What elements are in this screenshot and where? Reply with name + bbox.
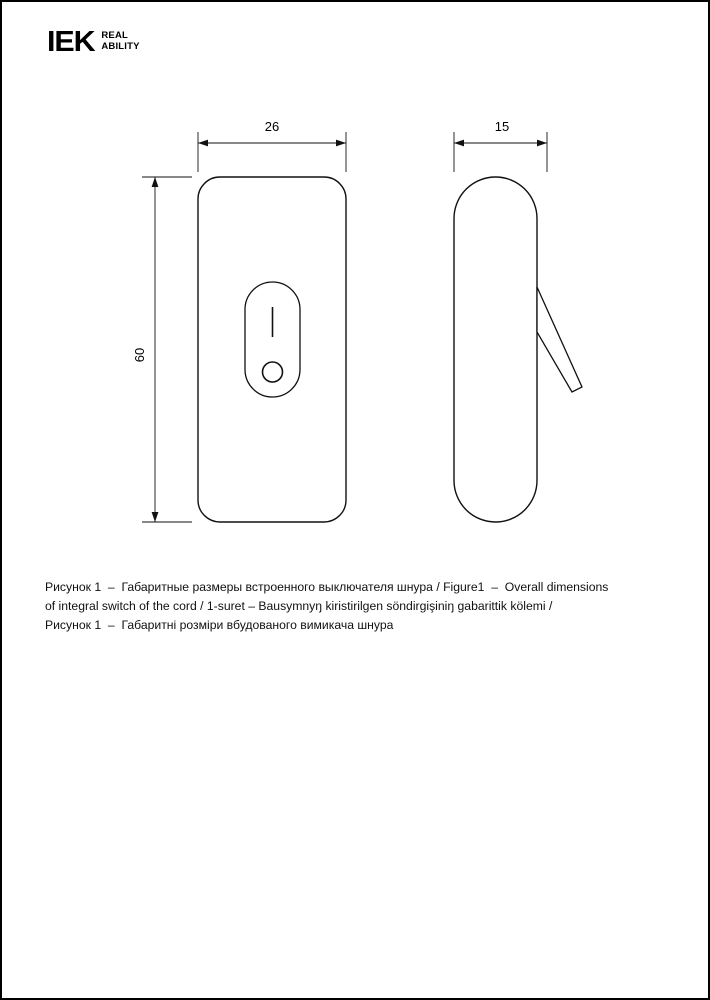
figure-caption — [45, 578, 625, 635]
technical-drawing — [2, 97, 710, 557]
dimension-label-width-front: 26 — [264, 119, 280, 134]
side-view-body — [454, 177, 582, 522]
switch-off-marking — [263, 362, 283, 382]
figure-caption-line-3: Рисунок 1 – Габаритні розміри вбудованого вимикача шнура — [45, 618, 394, 632]
logo-wordmark: IEK — [47, 26, 95, 58]
logo-tagline — [101, 30, 139, 52]
figure-caption-line-1: Рисунок 1 – Габаритные размеры встроенного выключателя шнура / Figure1 – Overall dimensions — [45, 580, 609, 594]
side-view-lever — [537, 287, 582, 392]
dimension-width-side — [454, 119, 547, 172]
dimension-label-height-front: 60 — [132, 347, 147, 363]
iek-logo — [47, 28, 140, 57]
dimension-height-front — [132, 177, 192, 522]
figure-caption-line-2: of integral switch of the cord / 1-suret – Bausymnyŋ kiristirilgen söndirgişiniŋ gabarittik kölemi / — [45, 599, 553, 613]
logo-tagline-line1: REAL — [101, 30, 129, 41]
rocker-switch — [245, 282, 300, 397]
dimension-label-width-side: 15 — [494, 119, 510, 134]
logo-tagline-line2: ABILITY — [101, 41, 140, 52]
dimension-width-front — [198, 119, 346, 172]
